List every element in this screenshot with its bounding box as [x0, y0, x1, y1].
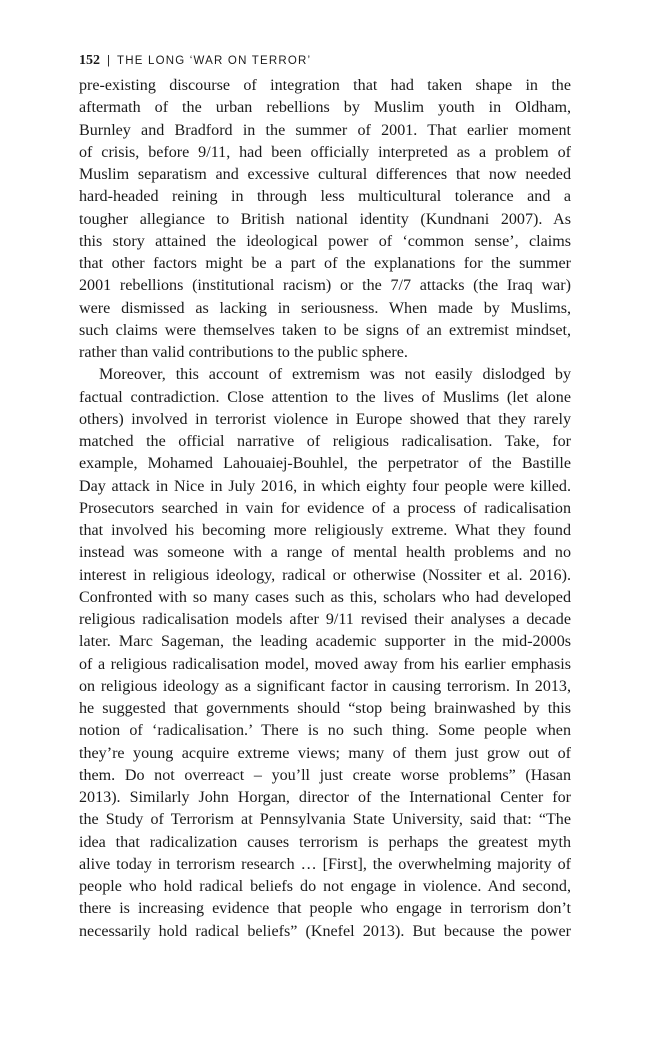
text-line: others) involved in terrorist violence in Europe showed that they rarely [79, 410, 571, 428]
text-line: of crisis, before 9/11, had been officially interpreted as a problem of [79, 143, 571, 161]
text-line: 2001 rebellions (institutional racism) or the 7/7 attacks (the Iraq war) [79, 277, 571, 295]
text-line: religious radicalisation models after 9/11 revised their analyses a decade [79, 611, 571, 628]
text-line: that other factors might be a part of the explanations for the summer [79, 255, 571, 272]
text-line: them. Do not overreact – you’ll just create worse problems” (Hasan [79, 766, 571, 784]
book-page [79, 52, 571, 943]
page-number: 152 [79, 53, 100, 68]
text-line: that involved his becoming more religiously extreme. What they found [79, 522, 571, 539]
text-line: such claims were themselves taken to be signs of an extremist mindset, [79, 321, 571, 339]
text-line: on religious ideology as a significant factor in causing terrorism. In 2013, [79, 677, 571, 695]
text-line: later. Marc Sageman, the leading academic supporter in the mid-2000s [79, 633, 571, 651]
text-line: were dismissed as lacking in seriousness. When made by Muslims, [79, 299, 571, 317]
text-line: they’re young acquire extreme views; many of them just grow out of [79, 744, 571, 762]
text-line: matched the official narrative of religious radicalisation. Take, for [79, 433, 571, 450]
text-line: idea that radicalization causes terrorism is perhaps the greatest myth [79, 833, 571, 851]
text-line: alive today in terrorism research … [First], the overwhelming majority of [79, 855, 571, 873]
text-line: example, Mohamed Lahouaiej-Bouhlel, the perpetrator of the Bastille [79, 455, 571, 473]
text-line: there is increasing evidence that people who engage in terrorism don’t [79, 900, 571, 918]
text-line: he suggested that governments should “stop being brainwashed by this [79, 700, 571, 717]
text-line: the Study of Terrorism at Pennsylvania State University, said that: “The [79, 811, 571, 829]
running-head [79, 52, 571, 70]
text-line: necessarily hold radical beliefs” (Knefel 2013). But because the power [79, 922, 571, 940]
text-line: people who hold radical beliefs do not engage in violence. And second, [79, 878, 571, 895]
text-line: interest in religious ideology, radical or otherwise (Nossiter et al. 2016). [79, 566, 571, 584]
text-line: Burnley and Bradford in the summer of 2001. That earlier moment [79, 121, 571, 139]
paragraph-first-line: Moreover, this account of extremism was not easily dislodged by [99, 366, 571, 384]
text-line: 2013). Similarly John Horgan, director of the International Center for [79, 789, 571, 806]
text-line: tougher allegiance to British national identity (Kundnani 2007). As [79, 210, 571, 228]
running-head-title: THE LONG ‘WAR ON TERROR’ [117, 55, 312, 67]
text-line: this story attained the ideological power of ‘common sense’, claims [79, 232, 571, 250]
text-line: Day attack in Nice in July 2016, in which eighty four people were killed. [79, 477, 571, 495]
text-line: pre-existing discourse of integration that had taken shape in the [79, 77, 571, 94]
text-line: Prosecutors searched in vain for evidence of a process of radicalisation [79, 499, 571, 517]
text-line: instead was someone with a range of mental health problems and no [79, 544, 571, 562]
text-line: Muslim separatism and excessive cultural differences that now needed [79, 166, 571, 183]
text-line: Confronted with so many cases such as this, scholars who had developed [79, 588, 571, 606]
running-head-separator: | [107, 55, 110, 67]
text-line: factual contradiction. Close attention to the lives of Muslims (let alone [79, 388, 571, 406]
text-line: aftermath of the urban rebellions by Muslim youth in Oldham, [79, 99, 571, 117]
text-line: of a religious radicalisation model, moved away from his earlier emphasis [79, 655, 571, 673]
text-line: hard-headed reining in through less multicultural tolerance and a [79, 188, 571, 206]
body-text [79, 75, 571, 943]
paragraph-last-line: rather than valid contributions to the public sphere. [79, 344, 408, 361]
text-line: notion of ‘radicalisation.’ There is no such thing. Some people when [79, 722, 571, 740]
